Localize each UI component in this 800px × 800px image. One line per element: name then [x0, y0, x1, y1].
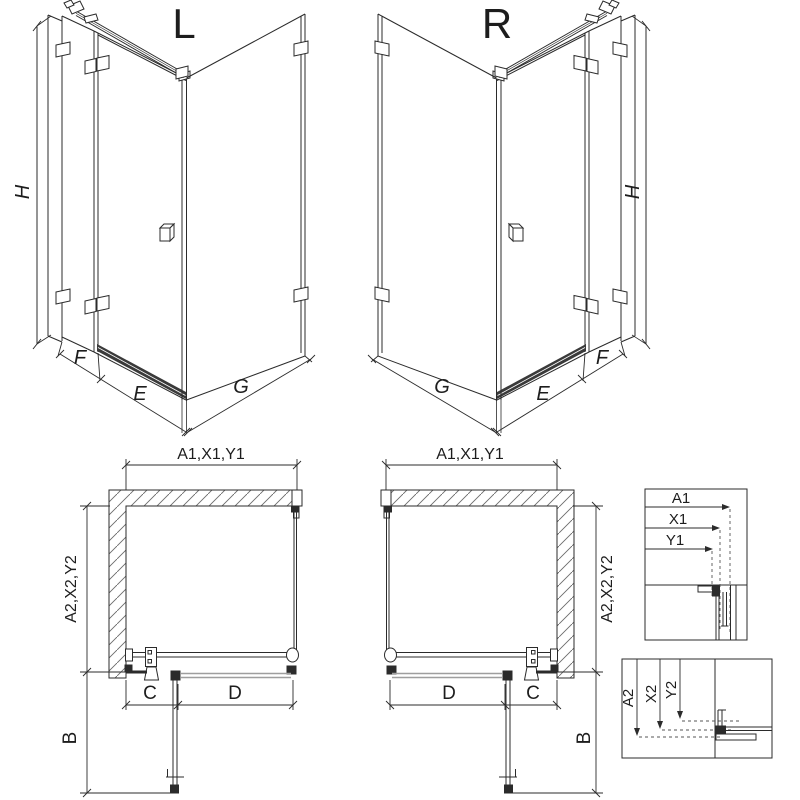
label-version-right: R	[481, 0, 513, 47]
arrowhead-a1	[722, 504, 730, 510]
iso-view-right	[368, 0, 650, 436]
plan-d-label-left: D	[228, 683, 242, 704]
plan-c-label-left: C	[143, 683, 157, 704]
plan-width-label-left: A1,X1,Y1	[177, 446, 245, 463]
arrowhead-x2	[657, 721, 663, 729]
detail-a2-label: A2	[620, 688, 637, 708]
plan-b-label-right: B	[574, 731, 595, 745]
dim-g-right: G	[434, 376, 450, 398]
dim-f-left: F	[73, 347, 87, 369]
label-version-left: L	[172, 0, 196, 47]
profile-detail-bottom	[716, 710, 773, 740]
plan-c-label-right: C	[526, 683, 540, 704]
detail-x2-label: X2	[643, 684, 660, 704]
plan-depth-label-right: A2,X2,Y2	[599, 555, 616, 623]
detail-y1-label: Y1	[665, 532, 685, 549]
dim-g-left: G	[233, 376, 249, 398]
plan-b-label-left: B	[60, 731, 81, 745]
dim-e-left: E	[133, 383, 147, 405]
dim-e-right: E	[536, 383, 550, 405]
detail-box-bottom	[622, 659, 772, 758]
wall-hatching	[109, 490, 574, 678]
arrowhead-a2	[634, 728, 640, 736]
plan-d-label-right: D	[442, 683, 456, 704]
detail-x1-label: X1	[668, 511, 688, 528]
detail-y2-label: Y2	[663, 680, 680, 700]
detail-a1-label: A1	[671, 490, 691, 507]
dim-h-left: H	[12, 184, 34, 200]
plan-width-label-right: A1,X1,Y1	[436, 446, 504, 463]
plan-depth-label-left: A2,X2,Y2	[63, 555, 80, 623]
dim-h-right: H	[622, 184, 644, 200]
profile-detail-top	[698, 585, 736, 640]
iso-view-left	[33, 0, 315, 436]
detail-box-top	[645, 489, 747, 640]
arrowhead-y2	[677, 711, 683, 719]
arrowhead-x1	[712, 525, 720, 531]
dim-f-right: F	[595, 347, 609, 369]
